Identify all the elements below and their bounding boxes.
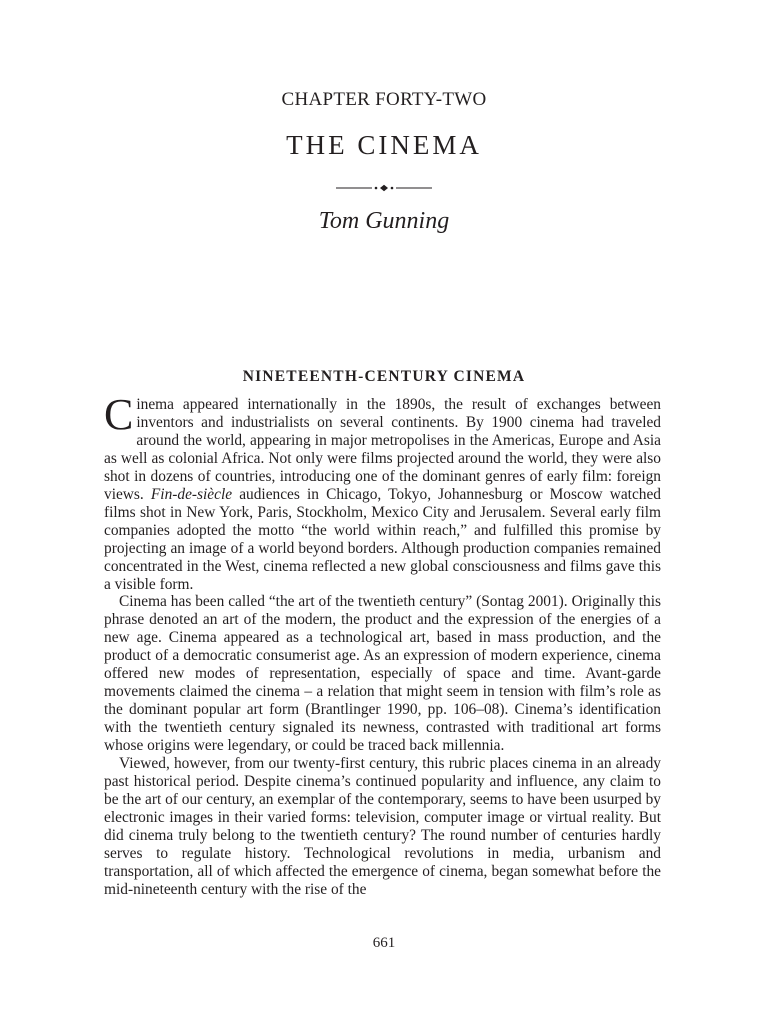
- author-name: Tom Gunning: [318, 208, 450, 234]
- paragraph-1-text-b: audiences in Chicago, Tokyo, Johannesburg or Moscow watched films shot in New York, Paris, Stockholm, Mexico City and Jerusalem. Several early film companies adopted the motto “the world within reach,” and fulfilled this promise by projecting an image of a world beyond borders. Although production companies remained concentrated in the West, cinema reflected a new global consciousness and films gave this a visible form.: [104, 485, 662, 593]
- chapter-label: CHAPTER FORTY-TWO: [281, 89, 487, 110]
- body-text: [104, 390, 662, 899]
- paragraph-1-italic: Fin-de-siècle: [150, 485, 233, 503]
- section-heading: NINETEENTH-CENTURY CINEMA: [242, 368, 526, 385]
- paragraph-1: [104, 390, 662, 593]
- page-number: 661: [372, 935, 396, 951]
- chapter-title: THE CINEMA: [286, 130, 482, 160]
- paragraph-3: Viewed, however, from our twenty-first century, this rubric places cinema in an already past historical period. Despite cinema’s continued popularity and influence, any claim to be the art of our century, an exemplar of the contemporary, seems to have been usurped by electronic images in their varied forms: television, computer image or virtual reality. But did cinema truly belong to the twentieth century? The round number of centuries hardly serves to regulate history. Technological revolutions in media, urbanism and transportation, all of which affected the emergence of cinema, began somewhat before the mid-nineteenth century with the rise of the: [104, 755, 661, 898]
- ornament-divider-icon: [334, 181, 434, 195]
- drop-cap: C: [104, 390, 134, 439]
- paragraph-2: Cinema has been called “the art of the twentieth century” (Sontag 2001). Originally this phrase denoted an art of the modern, the product and the expression of the energies of a new age. Cinema appeared as a technological art, based in mass production, and the product of a democratic consumerist age. As an expression of modern experience, cinema offered new modes of representation, especially of space and time. Avant-garde movements claimed the cinema – a relation that might seem in tension with film’s role as the dominant popular art form (Brantlinger 1990, pp. 106–08). Cinema’s identification with the twentieth century signaled its newness, contrasted with traditional art forms whose origins were legendary, or could be traced back millennia.: [104, 593, 661, 755]
- paragraph-1-text-a: inema appeared internationally in the 1890s, the result of exchanges between inventors and industrialists on several continents. By 1900 cinema had traveled around the world, appearing in major metropolises in the Americas, Europe and Asia as well as colonial Africa. Not only were films projected around the world, they were also shot in dozens of countries, introducing one of the dominant genres of early film: foreign views.: [104, 396, 661, 503]
